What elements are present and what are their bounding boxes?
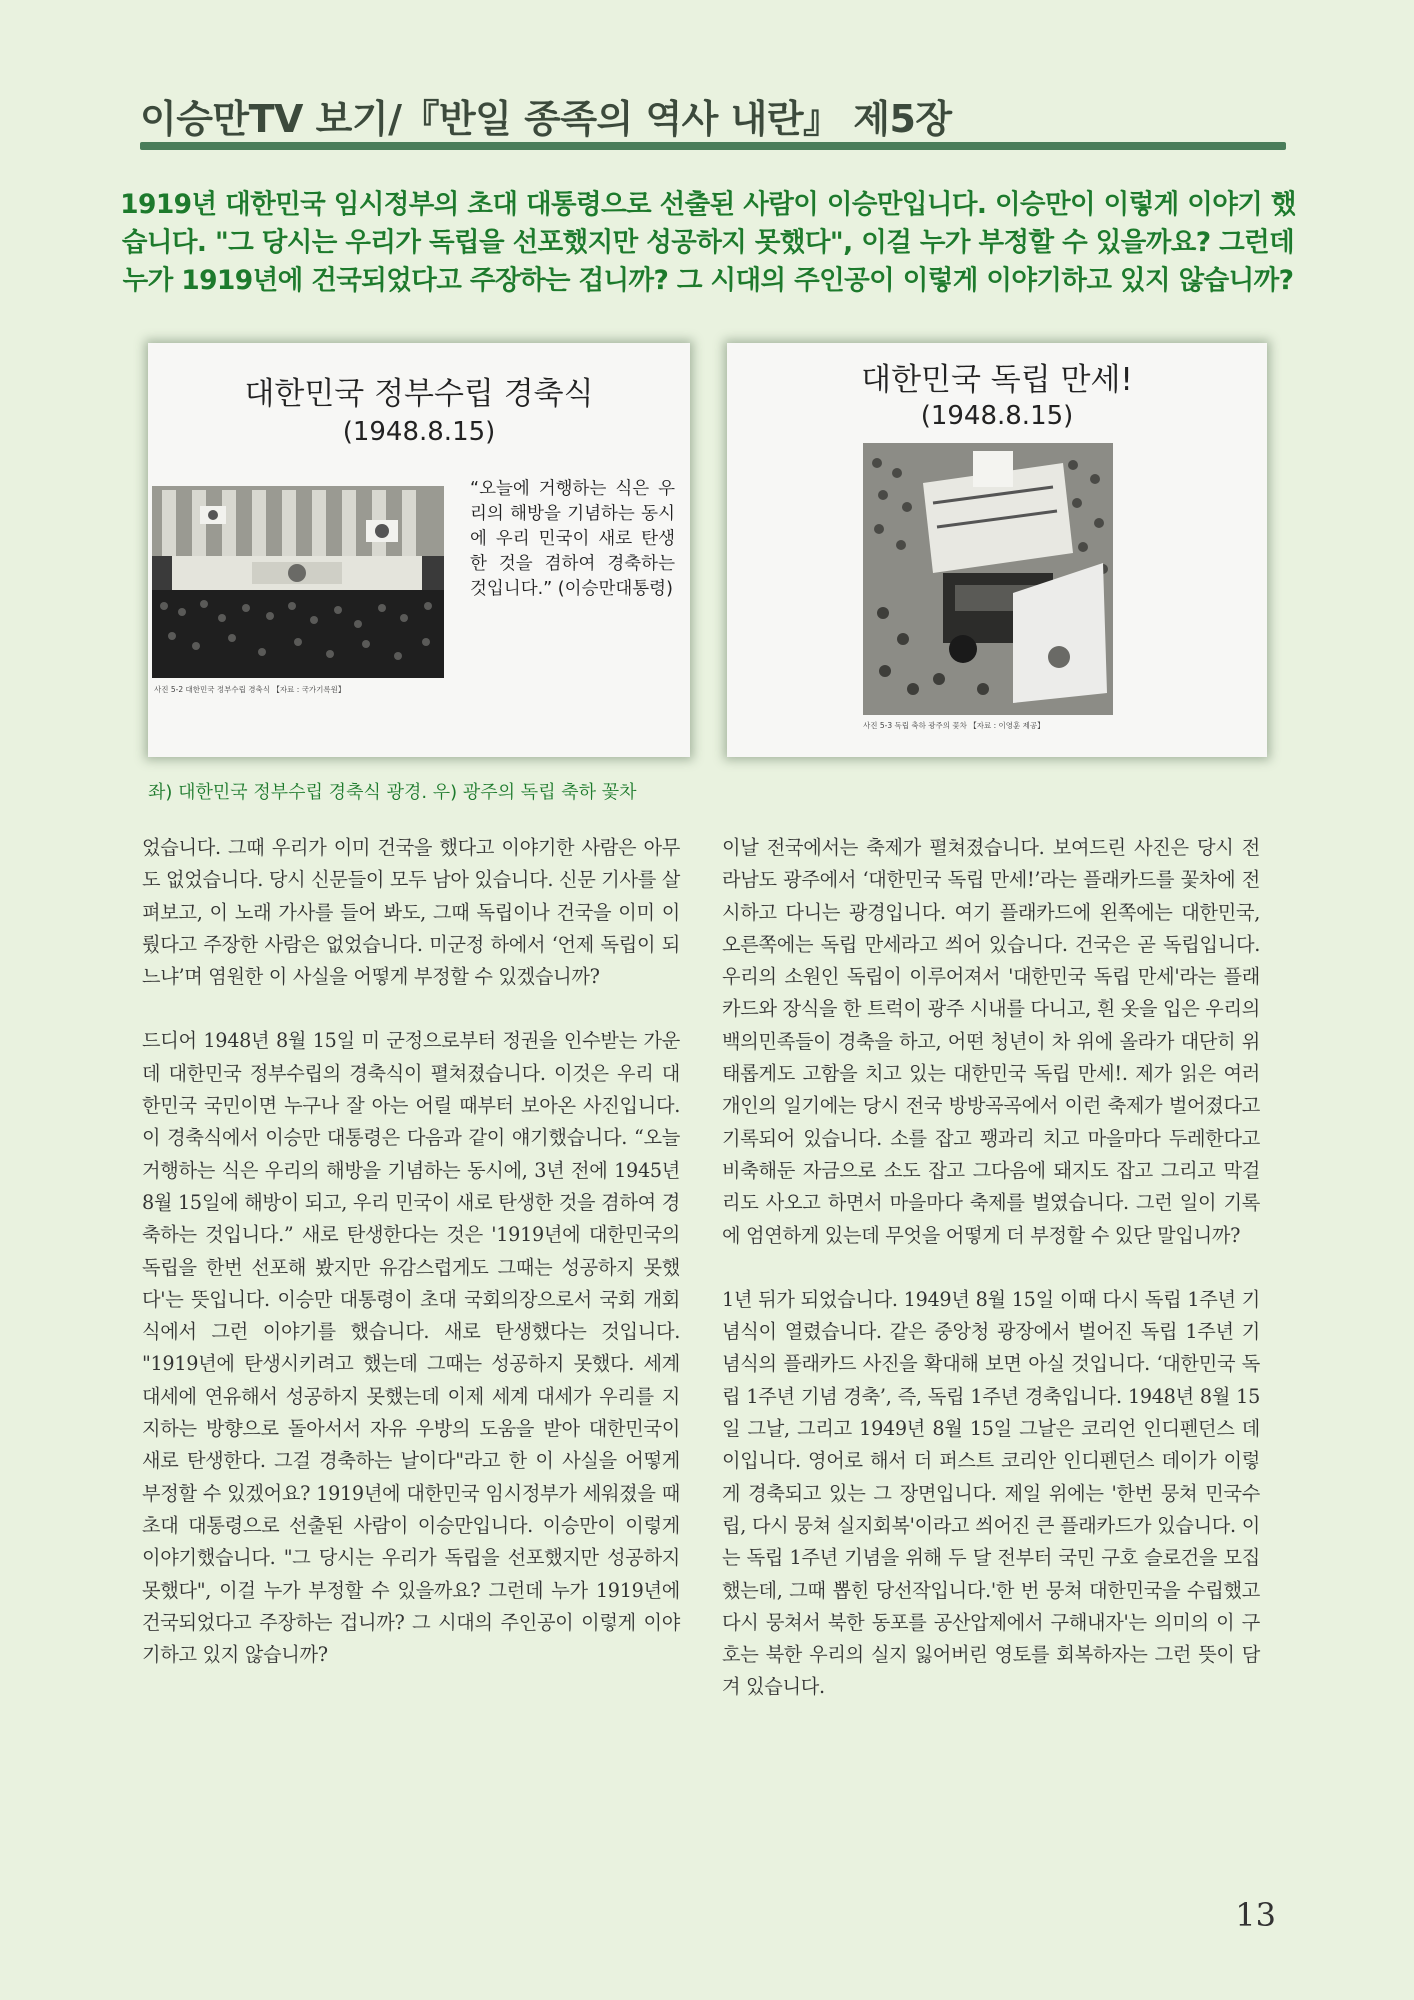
- figure-left-photo-caption: 사진 5-2 대한민국 정부수립 경축식 【자료 : 국가기록원】: [154, 685, 346, 694]
- body-column-right: [722, 832, 1260, 1736]
- figure-caption: 좌) 대한민국 정부수립 경축식 광경. 우) 광주의 독립 축하 꽃차: [148, 782, 637, 803]
- title-divider: [140, 142, 1286, 150]
- body-paragraph: 드디어 1948년 8월 15일 미 군정으로부터 정권을 인수받는 가운데 대한민국 정부수립의 경축식이 펼쳐졌습니다. 이것은 우리 대한민국 국민이면 누구나 잘 아는 어릴 때부터 보아온 사진입니다. 이 경축식에서 이승만 대통령은 다음과 같이 얘기했습니다. “오늘 거행하는 식은 우리의 해방을 기념하는 동시에, 3년 전에 1945년 8월 15일에 해방이 되고, 우리 민국이 새로 탄생한 것을 겸하여 경축하는 것입니다.” 새로 탄생한다는 것은 '1919년에 대한민국의 독립을 한번 선포해 봤지만 유감스럽게도 그때는 성공하지 못했다'는 뜻입니다. 이승만 대통령이 초대 국회의장으로서 국회 개회식에서 그런 이야기를 했습니다. 새로 탄생했다는 것입니다. "1919년에 탄생시키려고 했는데 그때는 성공하지 못했다. 세계 대세에 연유해서 성공하지 못했는데 이제 세계 대세가 우리를 지지하는 방향으로 돌아서서 자유 우방의 도움을 받아 대한민국이 새로 탄생한다. 그걸 경축하는 날이다"라고 한 이 사실을 어떻게 부정할 수 있겠어요? 1919년에 대한민국 임시정부가 세워졌을 때 초대 대통령으로 선출된 사람이 이승만입니다. 이승만이 이렇게 이야기했습니다. "그 당시는 우리가 독립을 선포했지만 성공하지 못했다", 이걸 누가 부정할 수 있을까요? 그런데 누가 1919년에 건국되었다고 주장하는 겁니까? 그 시대의 주인공이 이렇게 이야기하고 있지 않습니까?: [142, 1029, 680, 1667]
- figure-left-slide: [148, 343, 690, 757]
- figure-right-slide: [727, 343, 1267, 757]
- figure-left-date: (1948.8.15): [342, 417, 496, 447]
- flower-car-photo: [863, 443, 1113, 715]
- body-paragraph: 1년 뒤가 되었습니다. 1949년 8월 15일 이때 다시 독립 1주년 기념식이 열렸습니다. 같은 중앙청 광장에서 벌어진 독립 1주년 기념식의 플래카드 사진을 확대해 보면 아실 것입니다. ‘대한민국 독립 1주년 기념 경축’, 즉, 독립 1주년 경축입니다. 1948년 8월 15일 그날, 그리고 1949년 8월 15일 그날은 코리언 인디펜던스 데이입니다. 영어로 해서 더 퍼스트 코리안 인디펜던스 데이가 이렇게 경축되고 있는 그 장면입니다. 제일 위에는 '한번 뭉쳐 민국수립, 다시 뭉쳐 실지회복'이라고 씌어진 큰 플래카드가 있습니다. 이는 독립 1주년 기념을 위해 두 달 전부터 국민 구호 슬로건을 모집했는데, 그때 뽑힌 당선작입니다.'한 번 뭉쳐 대한민국을 수립했고 다시 뭉쳐서 북한 동포를 공산압제에서 구해내자'는 의미의 이 구호는 북한 우리의 실지 잃어버린 영토를 회복하자는 그런 뜻이 담겨 있습니다.: [722, 1287, 1260, 1699]
- figure-left-title: 대한민국 정부수립 경축식: [244, 376, 594, 412]
- figure-left-quote: “오늘에 거행하는 식은 우리의 해방을 기념하는 동시에 우리 민국이 새로 탄생한 것을 겸하여 경축하는 것입니다.” (이승만대통령): [470, 479, 675, 599]
- figure-right-title: 대한민국 독립 만세!: [861, 362, 1133, 398]
- body-paragraph: 었습니다. 그때 우리가 이미 건국을 했다고 이야기한 사람은 아무도 없었습니다. 당시 신문들이 모두 남아 있습니다. 신문 기사를 살펴보고, 이 노래 가사를 들어 봐도, 그때 독립이나 건국을 이미 이뤘다고 주장한 사람은 없었습니다. 미군정 하에서 ‘언제 독립이 되느냐’며 염원한 이 사실을 어떻게 부정할 수 있겠습니까?: [142, 836, 680, 989]
- figure-right-date: (1948.8.15): [920, 401, 1074, 431]
- ceremony-photo-image: [152, 486, 444, 678]
- page-number: 13: [1235, 1896, 1276, 1934]
- body-paragraph: 이날 전국에서는 축제가 펼쳐졌습니다. 보여드린 사진은 당시 전라남도 광주에서 ‘대한민국 독립 만세!’라는 플래카드를 꽃차에 전시하고 다니는 광경입니다. 여기 플래카드에 왼쪽에는 대한민국, 오른쪽에는 독립 만세라고 씌어 있습니다. 건국은 곧 독립입니다. 우리의 소원인 독립이 이루어져서 '대한민국 독립 만세'라는 플래카드와 장식을 한 트럭이 광주 시내를 다니고, 흰 옷을 입은 우리의 백의민족들이 경축을 하고, 어떤 청년이 차 위에 올라가 대단히 위태롭게도 고함을 치고 있는 대한민국 독립 만세!. 제가 읽은 여러 개인의 일기에는 당시 전국 방방곡곡에서 이런 축제가 벌어졌다고 기록되어 있습니다. 소를 잡고 꽹과리 치고 마을마다 두레한다고 비축해둔 자금으로 소도 잡고 그다음에 돼지도 잡고 그리고 막걸리도 사오고 하면서 마을마다 축제를 벌였습니다. 그런 일이 기록에 엄연하게 있는데 무엇을 어떻게 더 부정할 수 있단 말입니까?: [722, 836, 1260, 1247]
- figure-right-photo-caption: 사진 5-3 독립 축하 광주의 꽃차 【자료 : 이영훈 제공】: [863, 721, 1045, 730]
- page-title: 이승만TV 보기/『반일 종족의 역사 내란』 제5장: [140, 97, 952, 141]
- intro-paragraph: 1919년 대한민국 임시정부의 초대 대통령으로 선출된 사람이 이승만입니다. 이승만이 이렇게 이야기 했습니다. "그 당시는 우리가 독립을 선포했지만 성공하지 못했다", 이걸 누가 부정할 수 있을까요? 그런데 누가 1919년에 건국되었다고 주장하는 겁니까? 그 시대의 주인공이 이렇게 이야기하고 있지 않습니까?: [120, 189, 1296, 296]
- ceremony-photo: [152, 486, 444, 678]
- flower-car-photo-image: [863, 443, 1113, 715]
- body-column-left: [142, 832, 680, 1703]
